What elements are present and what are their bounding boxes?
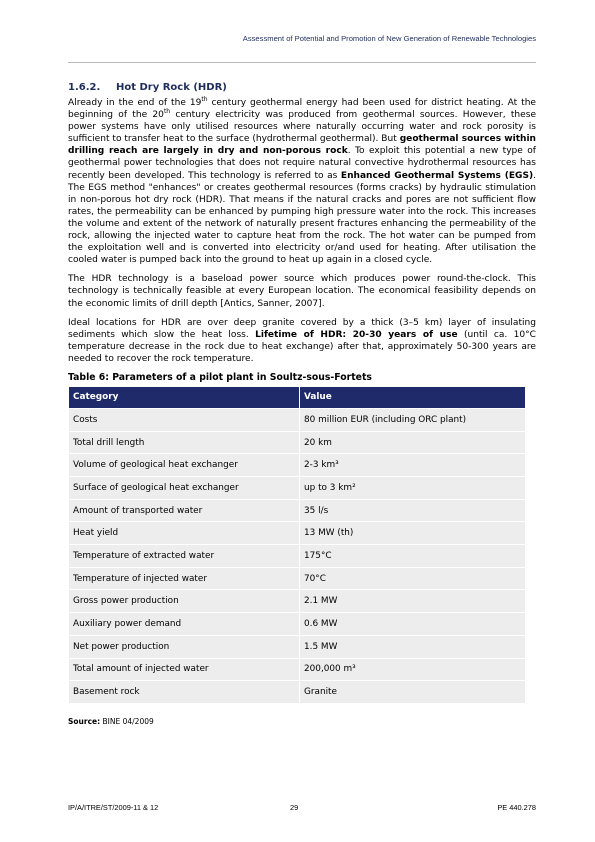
column-header: Category (69, 386, 300, 408)
category-cell: Temperature of injected water (69, 567, 300, 590)
table-row (69, 408, 526, 431)
category-cell: Amount of transported water (69, 499, 300, 522)
superscript: th (163, 108, 171, 116)
category-cell: Total amount of injected water (69, 658, 300, 681)
value-cell: 0.6 MW (300, 613, 526, 636)
value-cell: up to 3 km² (300, 477, 526, 500)
paragraph-locations (68, 317, 536, 365)
value-cell: Granite (300, 681, 526, 704)
text-run: . The EGS method "enhances" or creates geothermal resources (forms cracks) by hydraulic stimulation in non-porous hot dry rock (HDR). That means if the natural cracks and pores are not sufficient flow rates, the permeability can be enhanced by pumping high pressure water into the rock. This increases the volume and extent of the network of naturally present fractures enhancing the permeability of the rock, allowing the injected water to capture heat from the rock. The hot water can be pumped from the exploitation well and is converted into electricity or/and used for heating. After utilisation the cooled water is pumped back into the ground to heat up again in a closed cycle. (68, 170, 537, 266)
source-label: Source: (68, 716, 101, 726)
value-cell: 1.5 MW (300, 635, 526, 658)
source-text: BINE 04/2009 (100, 716, 154, 726)
category-cell: Surface of geological heat exchanger (69, 477, 300, 500)
value-cell: 13 MW (th) (300, 522, 526, 545)
category-cell: Basement rock (69, 681, 300, 704)
paragraph-baseload: The HDR technology is a baseload power source which produces power round-the-clock. This technology is technically feasible at every European location. The economical feasibility depends on the economic limits of drill depth [Antics, Sanner, 2007]. (68, 274, 536, 309)
table-header-row (69, 386, 526, 408)
table-row (69, 454, 526, 477)
text-run: Already in the end of the 19 (68, 98, 202, 108)
value-cell: 20 km (300, 431, 526, 454)
table-row (69, 545, 526, 568)
text-run: (until ca. 10°C temperature decrease in the rock due to heat exchange) after that, approximately 50-300 years are needed to recover the rock temperature. (68, 329, 536, 364)
table-source (68, 717, 536, 726)
text-run: century geothermal energy had been used for district heating. At the beginning of the 20 (68, 98, 536, 121)
table-row (69, 431, 526, 454)
bold-text: Lifetime of HDR: 20-30 years of use (255, 329, 458, 340)
category-cell: Auxiliary power demand (69, 613, 300, 636)
value-cell: 200,000 m³ (300, 658, 526, 681)
section-number: 1.6.2. (68, 82, 101, 93)
text-run: Ideal locations for HDR are over deep granite covered by a thick (3–5 km) layer of insulating sediments which slow the heat loss. (68, 317, 536, 340)
document-reference: IP/A/ITRE/ST/2009-11 & 12 (68, 803, 159, 812)
table-row (69, 477, 526, 500)
table-row (69, 590, 526, 613)
page-content (68, 82, 536, 726)
category-cell: Temperature of extracted water (69, 545, 300, 568)
running-header: Assessment of Potential and Promotion of New Generation of Renewable Technologies (242, 34, 536, 43)
category-cell: Heat yield (69, 522, 300, 545)
paragraph-history (68, 97, 536, 266)
page-number: 29 (290, 803, 299, 812)
table-row (69, 499, 526, 522)
table-row (69, 567, 526, 590)
value-cell: 2.1 MW (300, 590, 526, 613)
table-row (69, 522, 526, 545)
category-cell: Total drill length (69, 431, 300, 454)
category-cell: Costs (69, 408, 300, 431)
header-divider (68, 62, 536, 63)
text-run: . To exploit this potential a new type of geothermal power technologies that does not require natural convective hydrothermal resources has recently been developed. This technology is referred to as (68, 146, 536, 181)
pe-number: PE 440.278 (497, 803, 536, 812)
bold-text: Enhanced Geothermal Systems (EGS) (340, 170, 534, 181)
table-row (69, 681, 526, 704)
category-cell: Volume of geological heat exchanger (69, 454, 300, 477)
category-cell: Gross power production (69, 590, 300, 613)
category-cell: Net power production (69, 635, 300, 658)
section-heading (68, 82, 536, 93)
text-run: century electricity was produced from geothermal sources. However, these power systems have only utilised resources where naturally occurring water and rock porosity is sufficient to transfer heat to the surface (hydrothermal geothermal). But (68, 110, 537, 145)
value-cell: 175°C (300, 545, 526, 568)
parameters-table (68, 386, 526, 704)
table-caption: Table 6: Parameters of a pilot plant in Soultz-sous-Fortets (68, 371, 372, 383)
value-cell: 2-3 km³ (300, 454, 526, 477)
value-cell: 80 million EUR (including ORC plant) (300, 408, 526, 431)
table-row (69, 635, 526, 658)
value-cell: 35 l/s (300, 499, 526, 522)
section-title: Hot Dry Rock (HDR) (116, 82, 227, 93)
bold-text: geothermal sources within drilling reach are largely in dry and non-porous rock (68, 134, 537, 157)
table-row (69, 658, 526, 681)
table-row (69, 613, 526, 636)
column-header: Value (300, 386, 526, 408)
superscript: th (201, 95, 208, 103)
value-cell: 70°C (300, 567, 526, 590)
